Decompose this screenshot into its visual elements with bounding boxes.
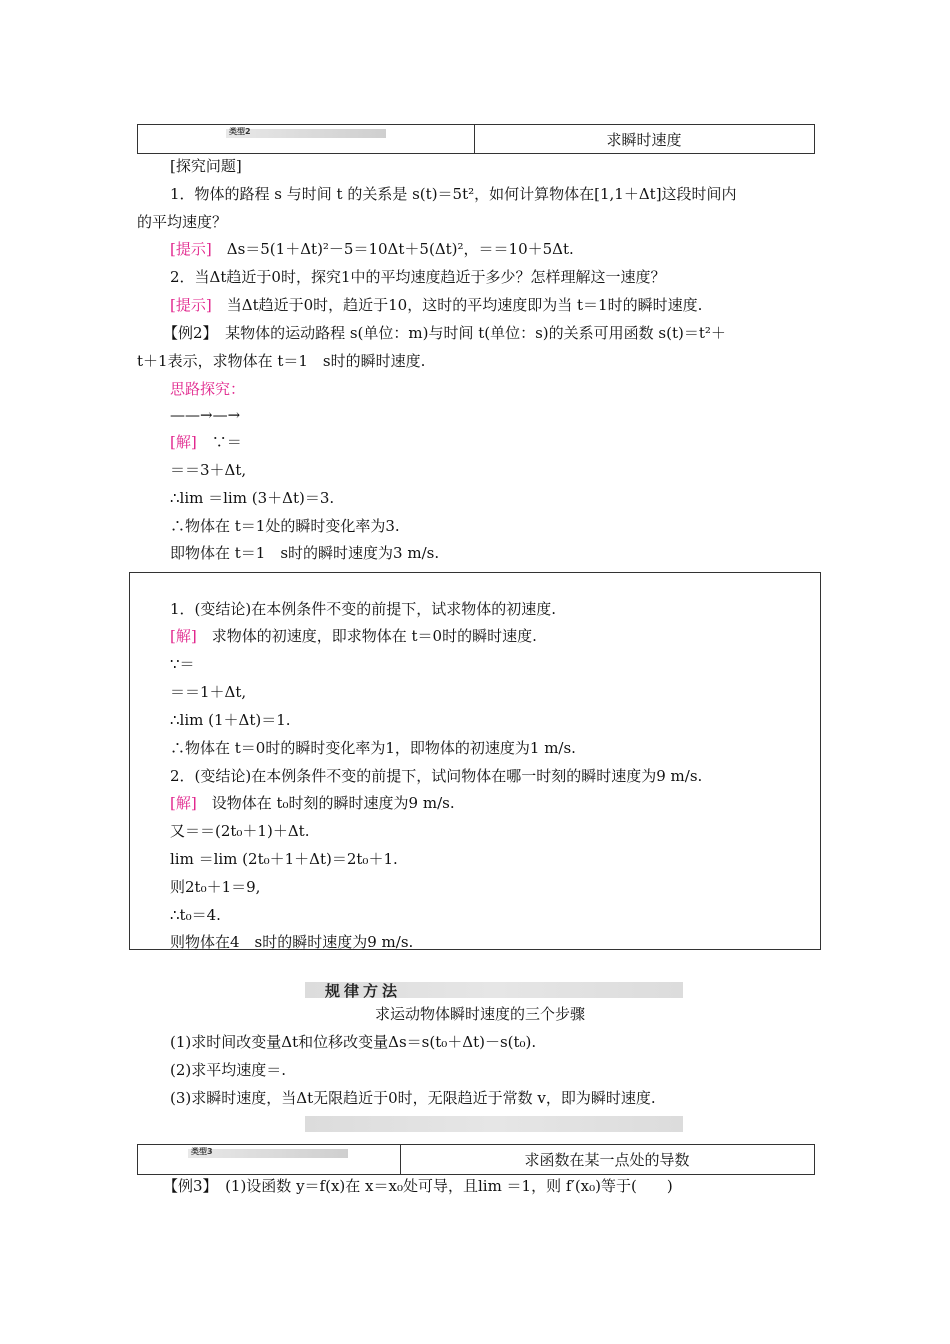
method-step-3: (3)求瞬时速度，当Δt无限趋近于0时，无限趋近于常数 v，即为瞬时速度.: [170, 1089, 656, 1107]
explore-heading: [探究问题]: [170, 157, 242, 175]
variation-1-solution: [解] 求物体的初速度，即求物体在 t＝0时的瞬时速度.: [170, 627, 537, 645]
method-title: 求运动物体瞬时速度的三个步骤: [375, 1005, 586, 1023]
variation-2-line-4: ∴t₀＝4.: [170, 906, 221, 924]
variation-1-question: 1．(变结论)在本例条件不变的前提下，试求物体的初速度.: [170, 600, 557, 618]
type3-header: [137, 1144, 815, 1175]
variation-2-line-2: lim ＝lim (2t₀＋1＋Δt)＝2t₀＋1.: [170, 850, 398, 868]
question-2: 2．当Δt趋近于0时，探究1中的平均速度趋近于多少？怎样理解这一速度？: [170, 268, 666, 286]
thinking-label: 思路探究：: [170, 380, 246, 398]
type3-tag: 类型3: [188, 1149, 348, 1158]
type2-header: [137, 124, 815, 154]
variation-2-line-1: 又＝＝(2t₀＋1)＋Δt.: [170, 822, 310, 840]
method-step-1: (1)求时间改变量Δt和位移改变量Δs＝s(t₀＋Δt)－s(t₀).: [170, 1033, 537, 1051]
variation-2-question: 2．(变结论)在本例条件不变的前提下，试问物体在哪一时刻的瞬时速度为9 m/s.: [170, 767, 703, 785]
variation-1-line-2: ＝＝1＋Δt,: [170, 683, 247, 701]
solution-label: [解]: [170, 433, 197, 451]
variation-1-line-3: ∴lim (1＋Δt)＝1.: [170, 711, 291, 729]
variation-1-line-1: ∵＝: [170, 655, 195, 673]
type2-tag: 类型2: [226, 129, 386, 138]
thinking-arrows: ——→—→: [170, 406, 241, 424]
solution-line-2: ＝＝3＋Δt,: [170, 461, 247, 479]
solution-line-1: [解] ∵＝: [170, 433, 242, 451]
hint-1: [提示] Δs＝5(1＋Δt)²－5＝10Δt＋5(Δt)²，＝＝10＋5Δt.: [170, 240, 574, 258]
hint-label: [提示]: [170, 240, 212, 258]
method-banner: 规律方法: [305, 982, 683, 998]
example-3-label: 【例3】: [163, 1177, 211, 1195]
example-2-label: 【例2】: [163, 324, 211, 342]
type2-title: 求瞬时速度: [606, 130, 682, 149]
type3-title: 求函数在某一点处的导数: [524, 1151, 690, 1169]
variation-2-solution: [解] 设物体在 t₀时刻的瞬时速度为9 m/s.: [170, 794, 455, 812]
question-1: 1．物体的路程 s 与时间 t 的关系是 s(t)＝5t²，如何计算物体在[1,1＋Δt]这段时间内: [170, 185, 737, 203]
divider-bar: [305, 1116, 683, 1132]
hint-2: [提示] 当Δt趋近于0时，趋近于10，这时的平均速度即为当 t＝1时的瞬时速度.: [170, 296, 703, 314]
solution-line-5: 即物体在 t＝1 s时的瞬时速度为3 m/s.: [170, 544, 440, 562]
variation-2-line-3: 则2t₀＋1＝9,: [170, 878, 261, 896]
question-1-cont: 的平均速度？: [137, 213, 228, 231]
solution-line-3: ∴lim ＝lim (3＋Δt)＝3.: [170, 489, 335, 507]
example-3: 【例3】 (1)设函数 y＝f(x)在 x＝x₀处可导，且lim ＝1，则 f′(x₀)等于( ): [163, 1177, 673, 1195]
example-2-cont: t＋1表示，求物体在 t＝1 s时的瞬时速度.: [137, 352, 426, 370]
variation-1-line-4: ∴物体在 t＝0时的瞬时变化率为1，即物体的初速度为1 m/s.: [170, 739, 576, 757]
example-2: 【例2】 某物体的运动路程 s(单位：m)与时间 t(单位：s)的关系可用函数 s(t)＝t²＋: [163, 324, 726, 342]
method-step-2: (2)求平均速度＝.: [170, 1061, 287, 1079]
solution-line-4: ∴物体在 t＝1处的瞬时变化率为3.: [170, 517, 400, 535]
variation-2-line-5: 则物体在4 s时的瞬时速度为9 m/s.: [170, 933, 414, 951]
